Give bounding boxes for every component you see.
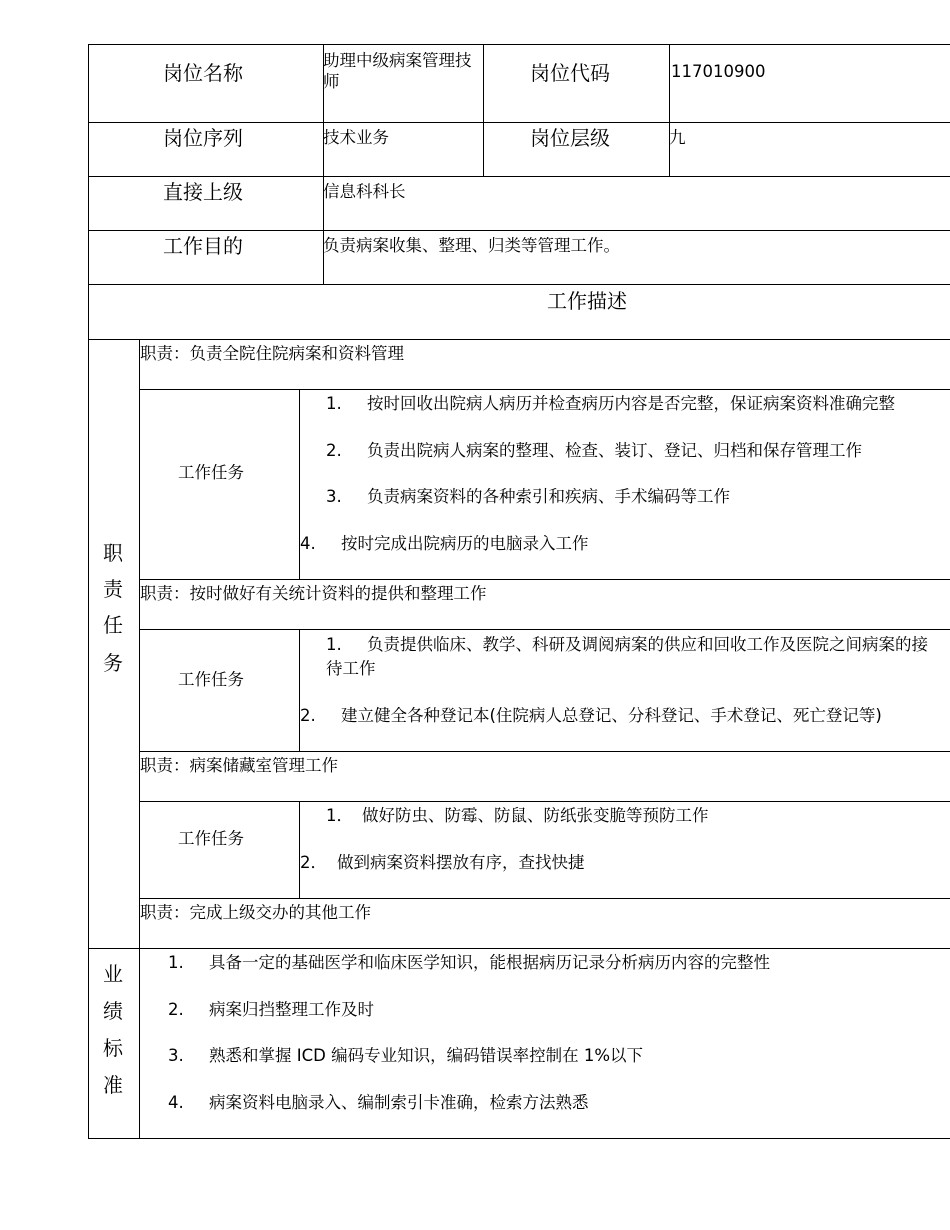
table-rule (139, 579, 950, 580)
task-text: 负责出院病人病案的整理、检查、装订、登记、归档和保存管理工作 (367, 441, 862, 460)
table-rule (139, 801, 950, 802)
supervisor-label: 直接上级 (163, 180, 243, 204)
table-rule (88, 230, 950, 231)
performance-number: 1. (168, 953, 184, 972)
table-rule (139, 389, 950, 390)
task-number: 1． (326, 806, 353, 825)
table-rule (139, 629, 950, 630)
performance-number: 4. (168, 1093, 184, 1112)
task-label: 工作任务 (178, 670, 244, 689)
table-rule (88, 339, 950, 340)
task-number: 1. (326, 394, 342, 413)
position-name-label: 岗位名称 (163, 61, 243, 85)
table-border-bottom (88, 1138, 950, 1139)
performance-label-char: 业 (103, 962, 123, 986)
supervisor-value: 信息科科长 (323, 182, 406, 201)
duties-label-char: 责 (103, 577, 123, 601)
table-rule (299, 801, 300, 899)
performance-label-char: 准 (103, 1073, 123, 1097)
table-rule (299, 629, 300, 752)
table-rule (669, 44, 670, 177)
table-border-top (88, 44, 950, 45)
duties-label-char: 任 (103, 613, 123, 637)
table-rule (139, 898, 950, 899)
purpose-value: 负责病案收集、整理、归类等管理工作。 (323, 236, 620, 255)
task-number: 3. (326, 487, 342, 506)
table-rule (88, 284, 950, 285)
task-text: 建立健全各种登记本(住院病人总登记、分科登记、手术登记、死亡登记等) (341, 706, 882, 725)
task-number: 2． (300, 853, 327, 872)
task-text: 做好防虫、防霉、防鼠、防纸张变脆等预防工作 (362, 806, 709, 825)
table-border-left (88, 44, 89, 1139)
position-code-label: 岗位代码 (530, 61, 610, 85)
duty-title: 职责：按时做好有关统计资料的提供和整理工作 (140, 584, 487, 603)
task-text: 做到病案资料摆放有序，查找快捷 (337, 853, 585, 872)
position-level-label: 岗位层级 (530, 126, 610, 150)
table-rule (88, 948, 950, 949)
duties-label-char: 职 (103, 541, 123, 565)
table-rule (88, 122, 950, 123)
task-number: 1. (326, 635, 342, 654)
performance-item: 具备一定的基础医学和临床医学知识，能根据病历记录分析病历内容的完整性 (209, 953, 770, 972)
task-text: 按时回收出院病人病历并检查病历内容是否完整，保证病案资料准确完整 (367, 394, 895, 413)
description-heading: 工作描述 (547, 289, 627, 313)
task-label: 工作任务 (178, 829, 244, 848)
position-sequence-value: 技术业务 (323, 128, 389, 147)
table-rule (139, 751, 950, 752)
table-rule (483, 44, 484, 177)
performance-item: 病案资料电脑录入、编制索引卡准确，检索方法熟悉 (209, 1093, 589, 1112)
duty-title: 职责：负责全院住院病案和资料管理 (140, 344, 404, 363)
position-name-value: 助理中级病案管理技师 (323, 51, 472, 92)
performance-item: 病案归挡整理工作及时 (209, 1000, 374, 1019)
task-number: 2. (326, 441, 342, 460)
performance-label-char: 标 (103, 1036, 123, 1060)
table-rule (88, 176, 950, 177)
task-text: 负责提供临床、教学、科研及调阅病案的供应和回收工作及医院之间病案的接 (367, 635, 928, 654)
task-text: 按时完成出院病历的电脑录入工作 (341, 534, 589, 553)
duties-label-char: 务 (103, 651, 123, 675)
duty-title: 职责：病案储藏室管理工作 (140, 756, 338, 775)
purpose-label: 工作目的 (163, 234, 243, 258)
performance-item: 熟悉和掌握 ICD 编码专业知识，编码错误率控制在 1%以下 (209, 1046, 644, 1065)
task-number: 2. (300, 706, 316, 725)
task-text-continued: 待工作 (326, 659, 376, 678)
position-sequence-label: 岗位序列 (163, 126, 243, 150)
position-level-value: 九 (669, 128, 686, 147)
table-rule (139, 339, 140, 1139)
task-number: 4. (300, 534, 316, 553)
task-label: 工作任务 (178, 463, 244, 482)
position-code-value: 117010900 (671, 62, 766, 81)
task-text: 负责病案资料的各种索引和疾病、手术编码等工作 (367, 487, 730, 506)
performance-label-char: 绩 (103, 999, 123, 1023)
duty-title: 职责：完成上级交办的其他工作 (140, 903, 371, 922)
performance-number: 3. (168, 1046, 184, 1065)
performance-number: 2. (168, 1000, 184, 1019)
